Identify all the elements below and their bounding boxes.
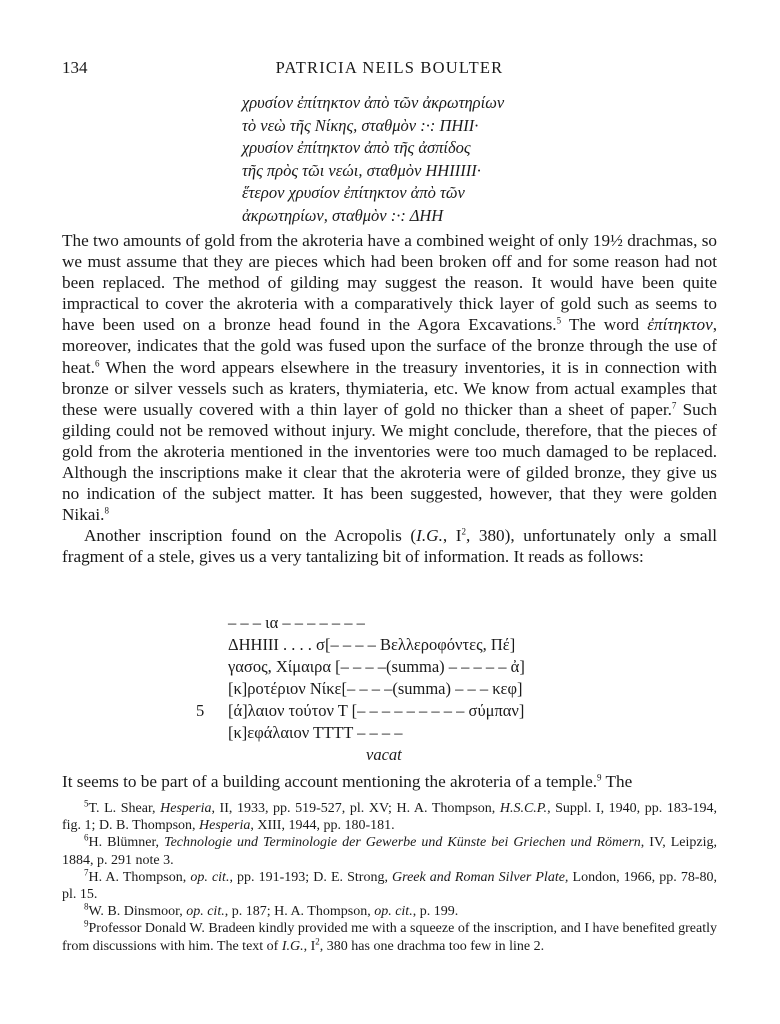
greek-inventory-quote: [242, 92, 504, 228]
text-run: Another inscription found on the Acropolis (: [84, 526, 417, 546]
footnote-text: H. A. Thompson,: [88, 869, 191, 885]
citation-title: Hesperia: [199, 818, 251, 834]
footnote-text: , IV, Leipzig, 1884, p. 291 note 3.: [62, 835, 718, 868]
text-run: The two amounts of gold from the akroteria have a combined weight of only 19½ drachmas, so we must assume that they are pieces which had been broken off and for some reason had not been replaced. The method of gilding may suggest the reason. It would have been quite impractical to cover the akroteria with a comparatively thick layer of gold such as seems to have been used on a bronze head found in the Agora Excavations.: [62, 231, 717, 335]
footnote-ref[interactable]: 7: [671, 400, 677, 411]
quote-line: χρυσίον ἐπίτηκτον ἀπὸ τῆς ἀσπίδος: [242, 138, 471, 158]
text-run: , 380), unfortunately only a small fragment of a stele, gives us a very tantalizing bit of information. It reads as follows:: [62, 526, 717, 567]
citation-title: I.G.: [281, 938, 304, 954]
vacat-label: vacat: [366, 745, 402, 764]
page-header: [62, 58, 717, 82]
text-run: Such gilding could not be removed without injury. We might conclude, therefore, that the pieces of gold from the akroteria mentioned in the inventories were too much damaged to be replaced. Although the inscriptions make it clear that the akroteria were of gilded bronze, they give us no indication of the subject matter. It has been suggested, however, that they were golden Nikai.: [62, 399, 717, 525]
quote-line: ἀκρωτηρίων, σταθμὸν :·: ΔΗΗ: [242, 205, 444, 225]
footnote-text: , pp. 191-193; D. E. Strong,: [229, 869, 393, 885]
footnote-ref[interactable]: 6: [94, 357, 100, 368]
footnote-text: Professor Donald W. Bradeen kindly provided me with a squeeze of the inscription, and I have benefited greatly from discussions with him. The text of: [62, 921, 717, 954]
inscription-line-text: [κ]εφάλαιον ΤΤΤΤ – – – –: [228, 723, 403, 742]
footnote-ref[interactable]: 9: [597, 772, 602, 783]
footnote: [62, 834, 717, 868]
quote-line: τὸ νεὼ τῆς Νίκης, σταθμὸν :·: ΠΗΙΙ·: [242, 115, 479, 135]
line-number: 5: [196, 701, 205, 720]
inscription-text: [196, 612, 525, 766]
text-run: , I: [442, 526, 462, 546]
text-run: , moreover, indicates that the gold was fused upon the surface of the bronze through the use of heat.: [62, 315, 717, 377]
footnote-number: 9: [84, 918, 89, 929]
footnote-text: , p. 187; H. A. Thompson,: [224, 904, 375, 920]
inscription-line-text: [κ]ροτέριον Νίκε[– – – –(summa) – – – κεφ]: [228, 679, 523, 698]
footnote-text: , I: [303, 938, 316, 954]
continuation-text: [62, 771, 717, 792]
text-run: The word: [561, 315, 648, 335]
superscript: 2: [461, 526, 466, 537]
footnote-text: , XIII, 1944, pp. 180-181.: [250, 818, 395, 834]
page-number: 134: [62, 58, 88, 77]
quote-line: ἕτερον χρυσίον ἐπίτηκτον ἀπὸ τῶν: [242, 183, 465, 203]
citation-title: Greek and Roman Silver Plate,: [392, 869, 569, 885]
inscription-line-text: [ά]λαιον τούτον Τ [– – – – – – – – – σύμπαν]: [228, 701, 525, 720]
inscription-line: [196, 656, 525, 678]
footnote-number: 8: [84, 901, 89, 912]
citation-title: H.S.C.P.: [499, 801, 548, 816]
footnote-text: W. B. Dinsmoor,: [88, 904, 187, 920]
citation-title: op. cit.: [190, 869, 230, 885]
superscript: 2: [315, 935, 320, 946]
footnotes: [62, 800, 717, 955]
citation-title: Technologie und Terminologie der Gewerbe und Künste bei Griechen und Römern: [164, 835, 641, 851]
footnote-text: , 380 has one drachma too few in line 2.: [319, 938, 545, 954]
footnote-number: 5: [84, 798, 89, 809]
footnote-text: , Suppl. I, 1940, pp. 183-194, fig. 1; D. B. Thompson,: [62, 801, 717, 834]
inscription-line-text: γασος, Χίμαιρα [– – – –(summa) – – – – – ἀ]: [228, 657, 525, 676]
inscription-line-text: ΔΗΗΙΙΙ . . . . σ[– – – – Βελλεροφόντες, Πέ]: [228, 635, 516, 654]
main-text: [62, 230, 717, 568]
inscription-line: [196, 678, 525, 700]
text-run: The: [601, 772, 633, 791]
footnote: [62, 800, 717, 834]
paragraph: [62, 230, 717, 525]
citation-title: op. cit.: [374, 904, 413, 920]
footnote: [62, 920, 717, 954]
footnote-ref[interactable]: 5: [556, 315, 562, 326]
inscription-line: [196, 612, 525, 634]
citation-title: op. cit.: [186, 904, 225, 920]
footnote-text: H. Blümner,: [88, 835, 165, 851]
footnote-text: , p. 199.: [412, 904, 459, 920]
text-run: It seems to be part of a building account mentioning the akroteria of a temple.: [62, 772, 598, 791]
inscription-line-text: – – – ια – – – – – – –: [228, 613, 365, 632]
footnote-text: London, 1966, pp. 78-80, pl. 15.: [62, 869, 718, 903]
paragraph: [62, 525, 717, 567]
quote-line: τῆς πρὸς τῶι νεώι, σταθμὸν ΗΗΙΙΙΙΙ·: [242, 160, 481, 180]
footnote-number: 6: [84, 832, 89, 843]
footnote-text: T. L. Shear,: [88, 801, 161, 816]
footnote-number: 7: [84, 867, 89, 878]
citation: I.G.: [416, 526, 443, 546]
inscription-line: [196, 634, 525, 656]
citation-title: Hesperia: [160, 801, 212, 816]
footnote-ref[interactable]: 8: [104, 505, 109, 516]
footnote: [62, 869, 717, 903]
inscription-line: [196, 722, 525, 744]
footnote-text: , II, 1933, pp. 519-527, pl. XV; H. A. Thompson,: [211, 801, 500, 816]
footnote: [62, 903, 717, 920]
quote-line: χρυσίον ἐπίτηκτον ἀπὸ τῶν ἀκρωτηρίων: [242, 93, 505, 112]
text-run: When the word appears elsewhere in the treasury inventories, it is in connection with bronze or silver vessels such as kraters, thymiateria, etc. We know from actual examples that these were usually covered with a thin layer of gold no thicker than a sheet of paper.: [62, 357, 717, 419]
running-head: PATRICIA NEILS BOULTER: [275, 58, 504, 77]
inscription-line: [196, 700, 525, 722]
greek-term: ἐπίτηκτον: [647, 315, 713, 335]
